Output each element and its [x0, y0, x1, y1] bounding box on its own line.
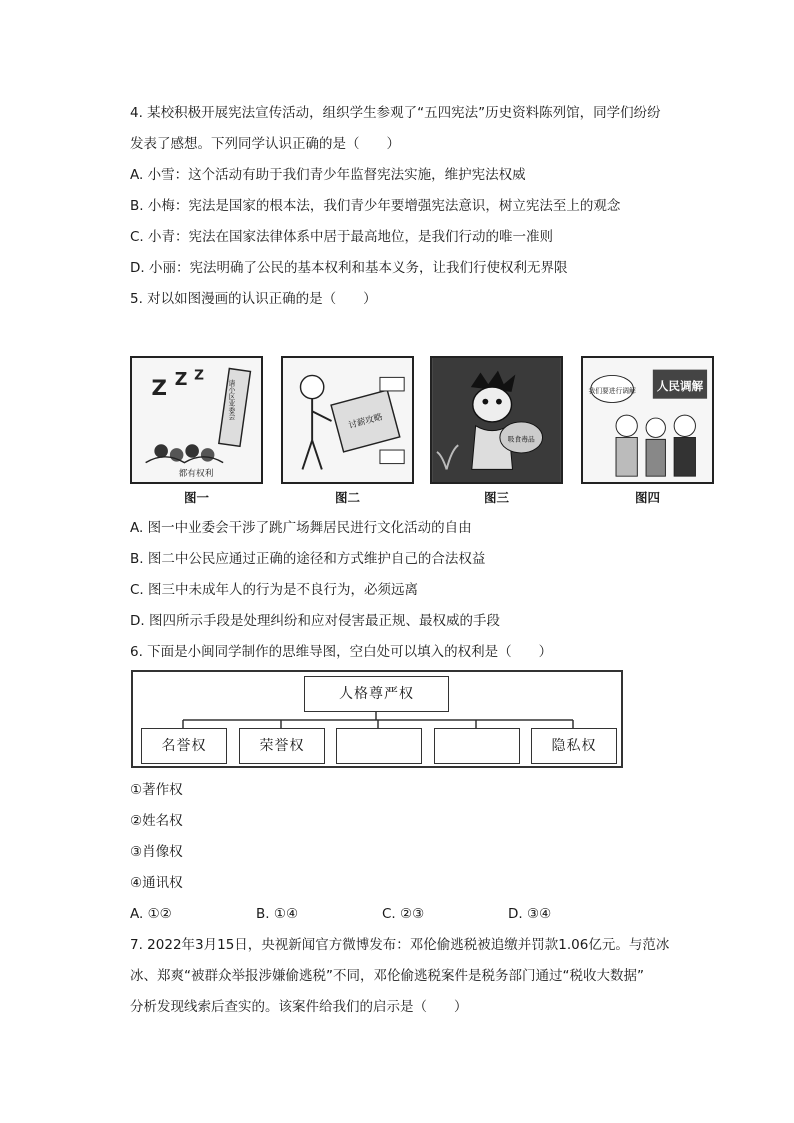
q6-option-c: C. ②③ [382, 906, 425, 922]
mind-map [131, 670, 623, 768]
mindmap-child-blank-2 [434, 728, 520, 764]
cartoon-panel-3 [430, 356, 563, 484]
q5-stem: 5. 对以如图漫画的认识正确的是（ ） [130, 291, 377, 307]
caption-1: 图一 [183, 490, 209, 505]
panel1-sign-text: 请小区业委会 [226, 379, 235, 420]
panel4-sign: 人民调解 [656, 378, 704, 393]
caption-3: 图三 [483, 490, 509, 505]
q6-item-1: ①著作权 [130, 782, 183, 798]
q5-option-a: A. 图一中业委会干涉了跳广场舞居民进行文化活动的自由 [130, 520, 472, 536]
q6-option-a: A. ①② [130, 906, 172, 922]
q6-item-4: ④通讯权 [130, 875, 183, 891]
q7-stem-line3: 分析发现线索后查实的。该案件给我们的启示是（ ） [130, 999, 468, 1015]
q7-stem-line1: 7. 2022年3月15日，央视新闻官方微博发布：邓伦偷逃税被追缴并罚款1.06亿元。与范冰 [130, 937, 670, 953]
q4-option-b: B. 小梅：宪法是国家的根本法，我们青少年要增强宪法意识，树立宪法至上的观念 [130, 198, 621, 214]
panel2-book-title: 讨薪攻略 [347, 412, 384, 432]
cartoon-panel-2 [281, 356, 414, 484]
q6-option-b: B. ①④ [256, 906, 299, 922]
panel4-bubble: 我们要进行调解 [588, 386, 636, 395]
q4-stem-line1: 4. 某校积极开展宪法宣传活动，组织学生参观了“五四宪法”历史资料陈列馆，同学们纷纷 [130, 105, 661, 121]
mindmap-root: 人格尊严权 [304, 676, 449, 712]
mindmap-child-2: 荣誉权 [239, 728, 325, 764]
q4-option-d: D. 小丽：宪法明确了公民的基本权利和基本义务，让我们行使权利无界限 [130, 260, 568, 276]
svg-text:Z: Z [194, 367, 204, 384]
q6-option-d: D. ③④ [508, 906, 552, 922]
cartoon-panel-4 [581, 356, 714, 484]
caption-4: 图四 [634, 490, 660, 505]
q5-option-d: D. 图四所示手段是处理纠纷和应对侵害最正规、最权威的手段 [130, 613, 500, 629]
q6-stem: 6. 下面是小闽同学制作的思维导图，空白处可以填入的权利是（ ） [130, 644, 553, 660]
q4-stem-line2: 发表了感想。下列同学认识正确的是（ ） [130, 136, 400, 152]
mindmap-child-1: 名誉权 [141, 728, 227, 764]
svg-text:Z: Z [174, 370, 188, 391]
mindmap-child-5: 隐私权 [531, 728, 617, 764]
q6-item-2: ②姓名权 [130, 813, 183, 829]
caption-2: 图二 [334, 490, 360, 505]
q7-stem-line2: 冰、郑爽“被群众举报涉嫌偷逃税”不同，邓伦偷逃税案件是税务部门通过“税收大数据” [130, 968, 644, 984]
cartoon-panel-1 [130, 356, 263, 484]
mindmap-child-blank-1 [336, 728, 422, 764]
q4-option-a: A. 小雪：这个活动有助于我们青少年监督宪法实施，维护宪法权威 [130, 167, 526, 183]
q5-option-b: B. 图二中公民应通过正确的途径和方式维护自己的合法权益 [130, 551, 486, 567]
svg-text:Z: Z [151, 375, 167, 401]
q6-item-3: ③肖像权 [130, 844, 183, 860]
q4-option-c: C. 小青：宪法在国家法律体系中居于最高地位，是我们行动的唯一准则 [130, 229, 554, 245]
panel3-bag-text: 吸食毒品 [507, 435, 535, 444]
q5-option-c: C. 图三中未成年人的行为是不良行为，必须远离 [130, 582, 419, 598]
panel1-label: 都有权利 [178, 469, 214, 480]
